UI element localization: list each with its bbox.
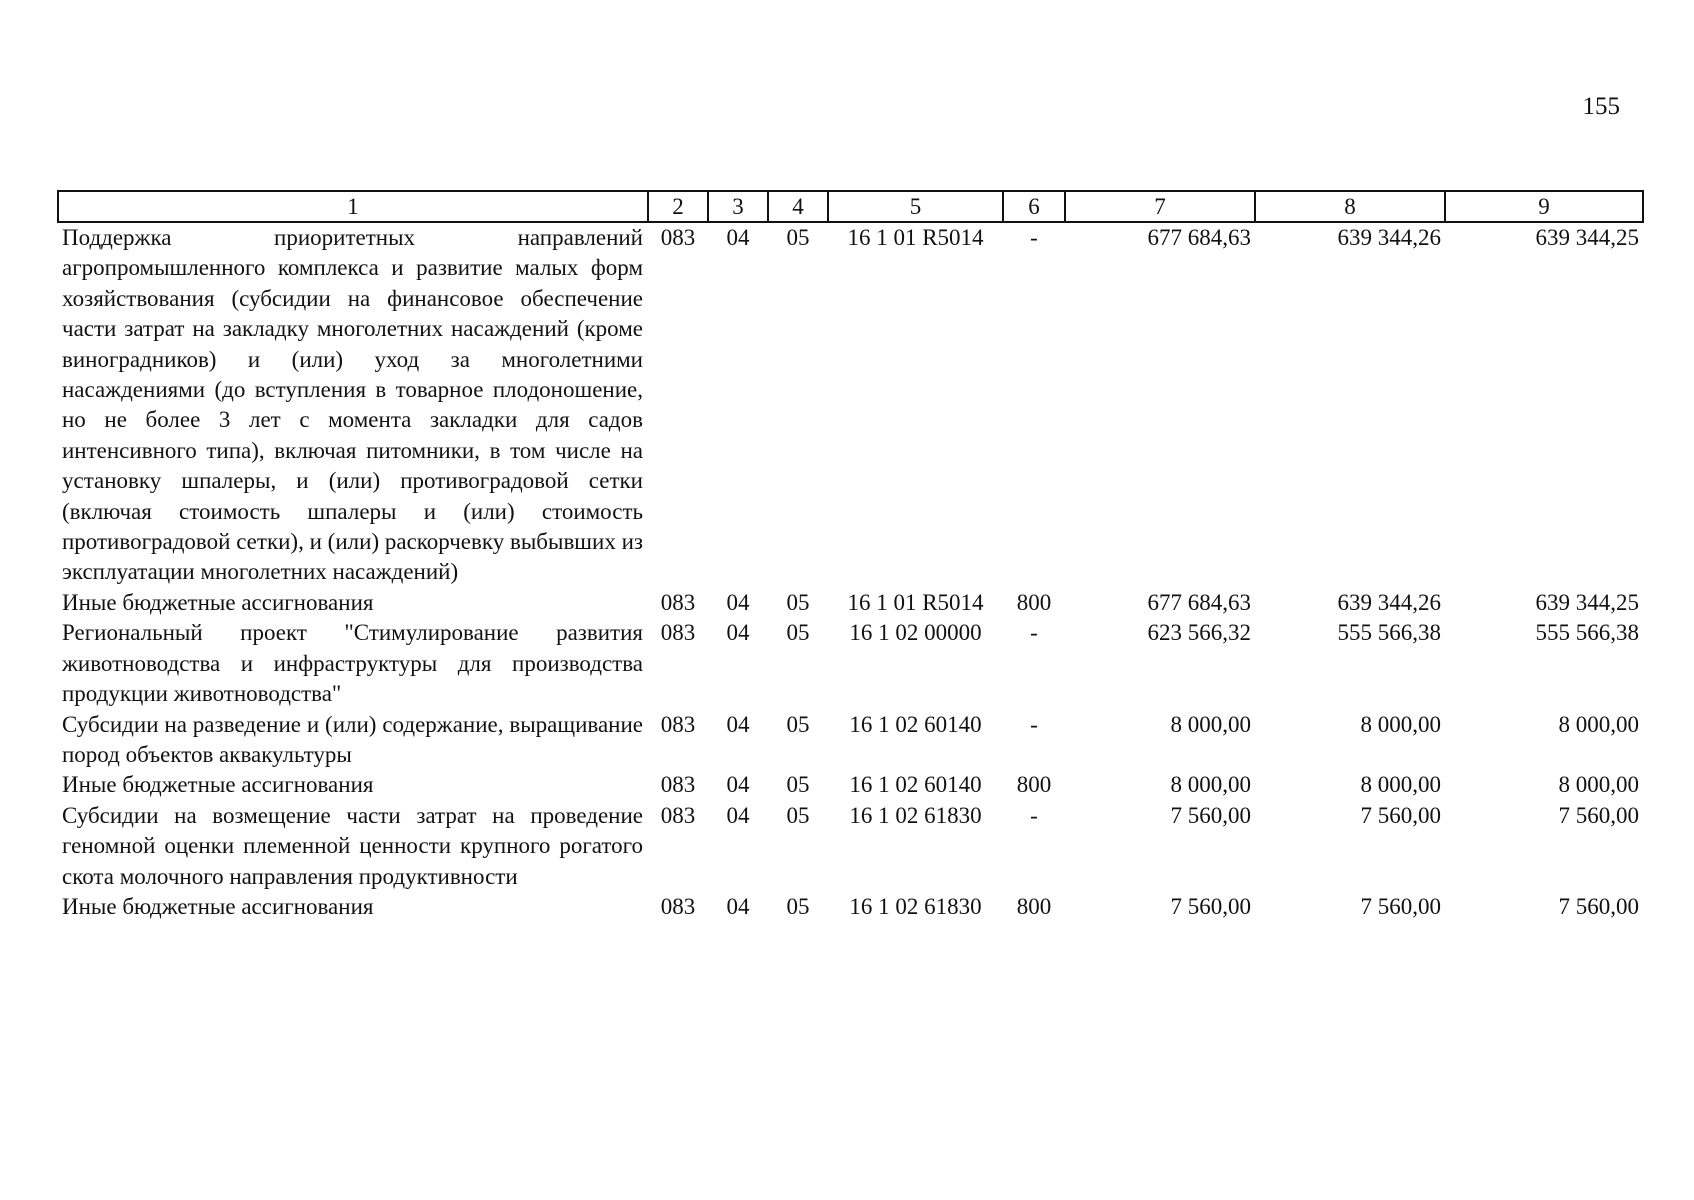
code-ministry: 083 [660, 711, 696, 737]
column-header-6: 6 [1003, 191, 1065, 222]
row-name: Поддержка приоритетных направлений агропромышленного комплекса и развитие малых форм хозяйствования (субсидии на финансовое обеспечение части затрат на закладку многолетних насаждений (кроме виноградников) и (или) уход за многолетними насаждениями (до вступления в товарное плодоношение, но не более 3 лет с момента закладки для садов интенсивного типа), включая питомники, в том числе на установку шпалеры, и (или) противоградовой сетки (включая стоимость шпалеры и (или) стоимость противоградовой сетки), и (или) раскорчевку выбывших из эксплуатации многолетних насаждений) [62, 225, 643, 585]
row-name: Иные бюджетные ассигнования [62, 589, 374, 615]
amount-col-9: 555 566,38 [1535, 620, 1639, 646]
column-header-9: 9 [1445, 191, 1643, 222]
code-expense-type: - [1030, 711, 1038, 737]
code-expense-type: - [1030, 225, 1038, 250]
amount-col-7: 7 560,00 [1170, 802, 1251, 828]
code-subsection: 05 [786, 772, 810, 798]
code-ministry: 083 [660, 589, 696, 615]
code-section: 04 [726, 893, 750, 919]
amount-col-7: 7 560,00 [1170, 893, 1251, 919]
code-expense-type: 800 [1016, 772, 1052, 798]
column-header-7: 7 [1065, 191, 1255, 222]
amount-col-7: 677 684,63 [1147, 225, 1251, 250]
amount-col-9: 7 560,00 [1558, 802, 1639, 828]
code-subsection: 05 [786, 711, 810, 737]
amount-col-8: 8 000,00 [1360, 711, 1441, 737]
row-name: Иные бюджетные ассигнования [62, 893, 374, 919]
code-expense-type: 800 [1016, 589, 1052, 615]
code-ministry: 083 [660, 225, 696, 250]
amount-col-9: 639 344,25 [1535, 589, 1639, 615]
code-subsection: 05 [786, 802, 810, 828]
code-expense-type: 800 [1016, 893, 1052, 919]
table-row [58, 222, 1643, 588]
code-target-article: 16 1 02 60140 [849, 711, 982, 737]
amount-col-8: 555 566,38 [1337, 620, 1441, 646]
code-target-article: 16 1 02 60140 [849, 772, 982, 798]
code-ministry: 083 [660, 620, 696, 646]
code-section: 04 [726, 225, 750, 250]
code-target-article: 16 1 01 R5014 [847, 225, 984, 250]
column-header-1: 1 [58, 191, 648, 222]
code-section: 04 [726, 802, 750, 828]
code-ministry: 083 [660, 802, 696, 828]
table-row [58, 710, 1643, 771]
code-subsection: 05 [786, 893, 810, 919]
code-ministry: 083 [660, 772, 696, 798]
row-name: Региональный проект "Стимулирование развития животноводства и инфраструктуры для производства продукции животноводства" [62, 620, 643, 707]
code-target-article: 16 1 02 00000 [849, 620, 982, 646]
amount-col-8: 8 000,00 [1360, 772, 1441, 798]
row-name: Субсидии на возмещение части затрат на проведение геномной оценки племенной ценности крупного рогатого скота молочного направления продуктивности [62, 802, 643, 889]
code-expense-type: - [1030, 802, 1038, 828]
header-row [58, 191, 1643, 222]
amount-col-9: 639 344,25 [1535, 225, 1639, 250]
row-name: Субсидии на разведение и (или) содержание, выращивание пород объектов аквакультуры [62, 711, 643, 767]
table-row [58, 618, 1643, 709]
code-ministry: 083 [660, 893, 696, 919]
code-section: 04 [726, 620, 750, 646]
amount-col-9: 8 000,00 [1558, 711, 1639, 737]
table-row [58, 770, 1643, 800]
table-row [58, 801, 1643, 892]
column-header-8: 8 [1255, 191, 1445, 222]
table-row [58, 892, 1643, 922]
row-name: Иные бюджетные ассигнования [62, 772, 374, 798]
amount-col-8: 639 344,26 [1337, 225, 1441, 250]
column-header-5: 5 [828, 191, 1003, 222]
code-target-article: 16 1 02 61830 [849, 802, 982, 828]
code-expense-type: - [1030, 620, 1038, 646]
column-header-2: 2 [648, 191, 708, 222]
code-target-article: 16 1 02 61830 [849, 893, 982, 919]
code-subsection: 05 [786, 620, 810, 646]
code-subsection: 05 [786, 225, 810, 250]
amount-col-8: 639 344,26 [1337, 589, 1441, 615]
code-section: 04 [726, 772, 750, 798]
amount-col-7: 623 566,32 [1147, 620, 1251, 646]
code-section: 04 [726, 711, 750, 737]
amount-col-7: 8 000,00 [1170, 711, 1251, 737]
code-target-article: 16 1 01 R5014 [847, 589, 984, 615]
amount-col-7: 8 000,00 [1170, 772, 1251, 798]
amount-col-7: 677 684,63 [1147, 589, 1251, 615]
amount-col-9: 8 000,00 [1558, 772, 1639, 798]
amount-col-8: 7 560,00 [1360, 802, 1441, 828]
column-header-4: 4 [768, 191, 828, 222]
page-number: 155 [1582, 93, 1620, 120]
table-row [58, 588, 1643, 618]
code-subsection: 05 [786, 589, 810, 615]
amount-col-9: 7 560,00 [1558, 893, 1639, 919]
amount-col-8: 7 560,00 [1360, 893, 1441, 919]
budget-table [57, 190, 1644, 922]
column-header-3: 3 [708, 191, 768, 222]
code-section: 04 [726, 589, 750, 615]
